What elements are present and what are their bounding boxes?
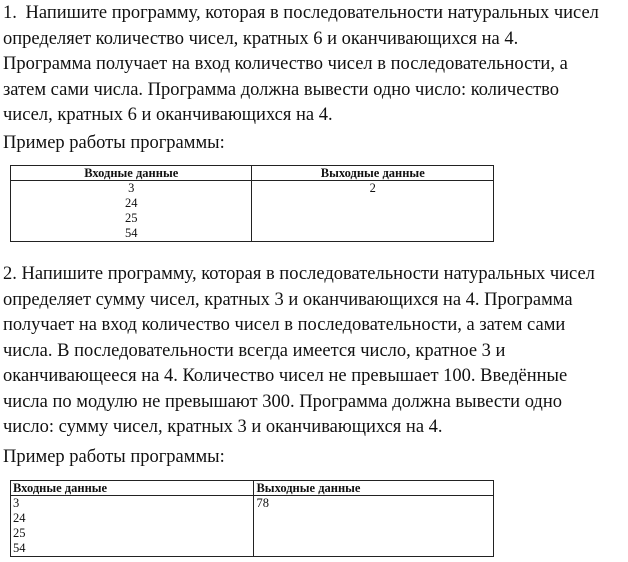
input-value: 54: [13, 541, 26, 555]
task2-line-4: числа. В последовательности всегда имеется число, кратное 3 и: [3, 340, 506, 361]
task1-line-5: чисел, кратных 6 и оканчивающихся на 4.: [3, 105, 333, 125]
input-value: 24: [13, 511, 26, 525]
table-header-row: [11, 481, 494, 496]
input-cell: [11, 181, 252, 242]
table-row: [11, 496, 494, 557]
task1-line-3: Программа получает на вход количество чисел в последовательности, а: [3, 54, 568, 74]
task1-line-2: определяет количество чисел, кратных 6 и оканчивающихся на 4.: [3, 28, 519, 49]
task2-example-label: Пример работы программы:: [3, 447, 225, 467]
task2-line-7: число: сумму чисел, кратных 3 и оканчивающихся на 4.: [3, 417, 443, 437]
input-header: Входные данные: [11, 166, 252, 181]
task2-line-5: оканчивающееся на 4. Количество чисел не превышает 100. Введённые: [3, 366, 568, 386]
input-value: 25: [124, 211, 138, 225]
task1-line-1: 1. Напишите программу, которая в последовательности натуральных чисел: [3, 3, 599, 23]
task2-line-1: 2. Напишите программу, которая в последовательности натуральных чисел: [3, 264, 595, 284]
task2-statement: [3, 262, 615, 441]
task1-example-table: [10, 165, 494, 242]
task1-line-4: затем сами числа. Программа должна вывести одно число: количество: [3, 79, 560, 100]
input-value: 54: [124, 226, 138, 240]
output-cell: [254, 496, 494, 557]
output-cell: [252, 181, 494, 242]
table-row: [11, 181, 494, 242]
input-header: Входные данные: [11, 481, 254, 496]
task2-line-6: числа по модулю не превышают 300. Программа должна вывести одно: [3, 391, 562, 412]
output-header: Выходные данные: [254, 481, 494, 496]
input-value: 25: [13, 526, 26, 540]
task2-example-table: [10, 480, 494, 557]
input-value: 24: [124, 196, 138, 210]
input-cell: [11, 496, 254, 557]
task2-line-2: определяет сумму чисел, кратных 3 и оканчивающихся на 4. Программа: [3, 289, 573, 310]
output-header: Выходные данные: [252, 166, 494, 181]
input-value: 3: [128, 181, 135, 195]
input-value: 3: [13, 496, 20, 510]
task1-example-label: Пример работы программы:: [3, 133, 225, 153]
output-value: 2: [369, 181, 376, 195]
task1-number: 1.: [3, 3, 17, 23]
table-header-row: [11, 166, 494, 181]
task2-line-3: получает на вход количество чисел в последовательности, а затем сами: [3, 315, 566, 335]
task1-statement: [3, 1, 615, 129]
output-value: 78: [256, 496, 269, 510]
